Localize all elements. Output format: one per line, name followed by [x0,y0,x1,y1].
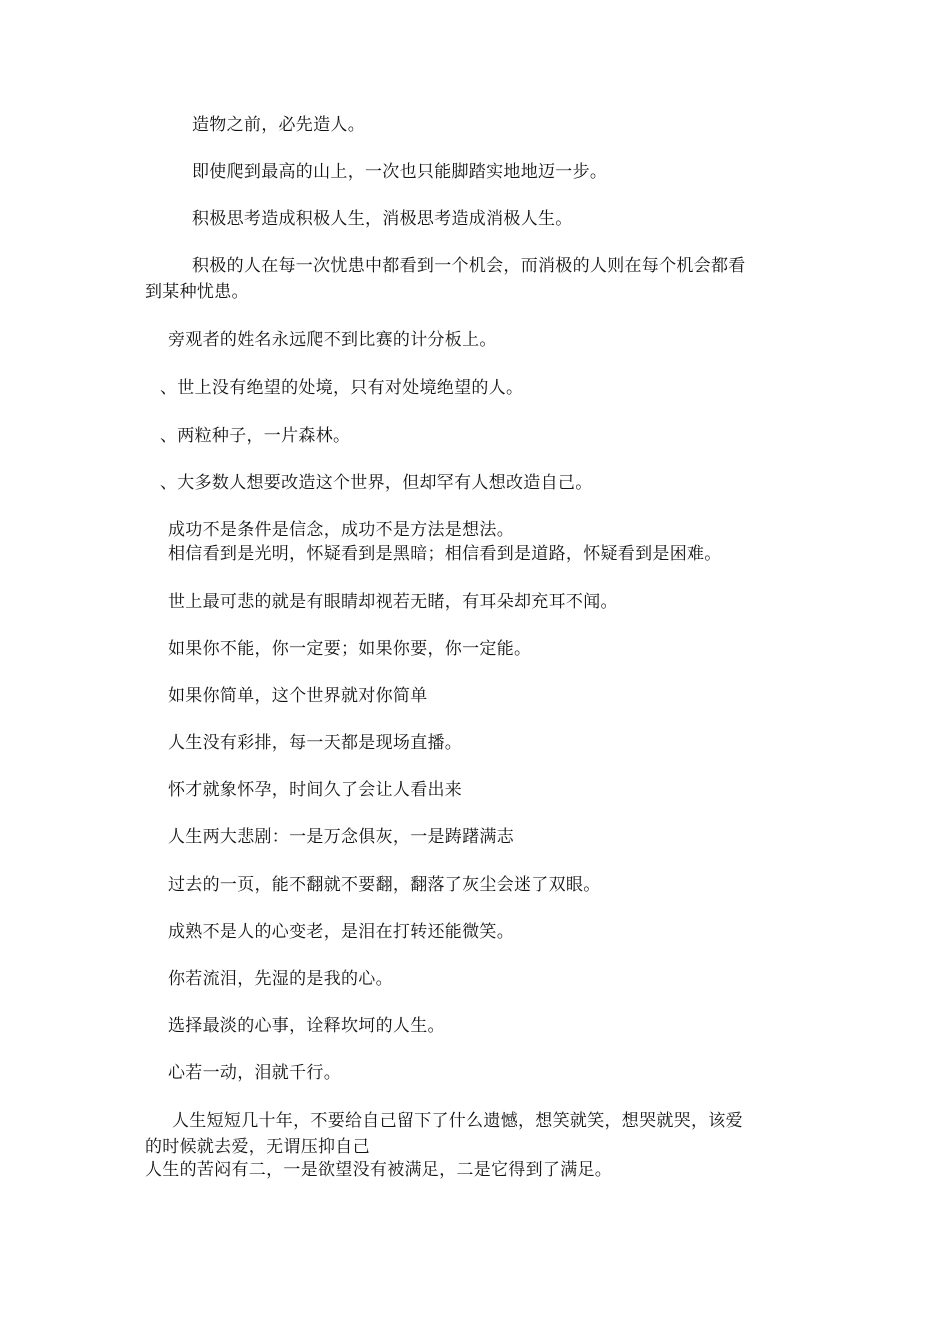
text-line: 相信看到是光明，怀疑看到是黑暗；相信看到是道路，怀疑看到是困难。 [168,544,722,564]
text-line: 、大多数人想要改造这个世界，但却罕有人想改造自己。 [160,473,593,493]
text-line: 人生两大悲剧：一是万念俱灰，一是踌躇满志 [168,827,514,847]
text-line: 、世上没有绝望的处境，只有对处境绝望的人。 [160,378,524,398]
text-line: 积极的人在每一次忧患中都看到一个机会，而消极的人则在每个机会都看 [192,256,746,276]
text-line: 造物之前，必先造人。 [192,115,365,135]
text-line: 过去的一页，能不翻就不要翻，翻落了灰尘会迷了双眼。 [168,875,601,895]
text-line: 人生短短几十年，不要给自己留下了什么遗憾，想笑就笑，想哭就哭，该爱 [172,1111,743,1131]
text-line: 如果你不能，你一定要；如果你要，你一定能。 [168,639,532,659]
text-line: 如果你简单，这个世界就对你简单 [168,686,428,706]
text-line: 积极思考造成积极人生，消极思考造成消极人生。 [192,209,573,229]
text-line: 、两粒种子，一片森林。 [160,426,351,446]
text-line: 选择最淡的心事，诠释坎坷的人生。 [168,1016,445,1036]
text-line: 成功不是条件是信念，成功不是方法是想法。 [168,520,514,540]
text-line: 成熟不是人的心变老，是泪在打转还能微笑。 [168,922,514,942]
text-line: 到某种忧患。 [145,282,249,302]
text-line: 怀才就象怀孕，时间久了会让人看出来 [168,780,463,800]
text-line: 的时候就去爱，无谓压抑自己 [145,1137,370,1157]
text-line: 人生的苦闷有二，一是欲望没有被满足，二是它得到了满足。 [145,1160,613,1180]
text-line: 心若一动，泪就千行。 [168,1063,341,1083]
text-line: 人生没有彩排，每一天都是现场直播。 [168,733,463,753]
text-line: 世上最可悲的就是有眼睛却视若无睹，有耳朵却充耳不闻。 [168,592,618,612]
text-line: 你若流泪，先湿的是我的心。 [168,969,393,989]
text-line: 旁观者的姓名永远爬不到比赛的计分板上。 [168,330,497,350]
text-line: 即使爬到最高的山上，一次也只能脚踏实地地迈一步。 [192,162,608,182]
